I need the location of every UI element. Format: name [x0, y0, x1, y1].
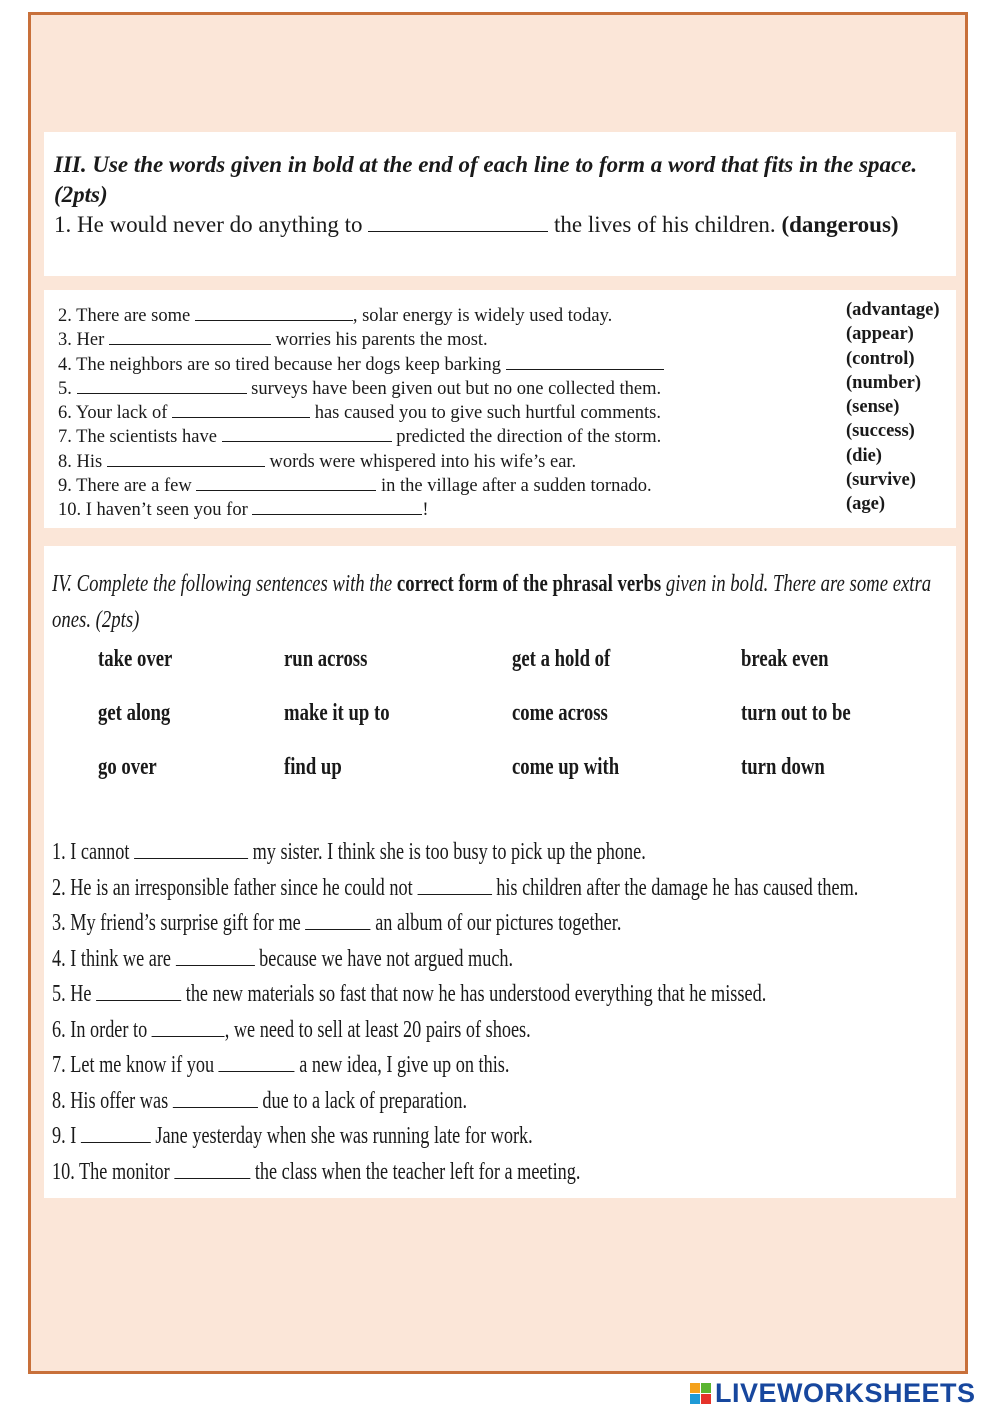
liveworksheets-logo [690, 1378, 976, 1408]
phrasal-verb: go over [98, 754, 157, 780]
phrasal-verb: break even [741, 646, 829, 672]
question-text: in the village after a sudden tornado. [380, 476, 652, 497]
word-hint: (dangerous) [781, 212, 899, 237]
logo-icon [690, 1383, 711, 1404]
answer-blank[interactable] [172, 403, 310, 418]
question-row [52, 1014, 736, 1050]
phrasal-verb: turn down [741, 754, 825, 780]
question-text: Jane yesterday when she was running late for work. [155, 1123, 533, 1149]
answer-blank[interactable] [81, 1124, 151, 1143]
section3-questions-panel [44, 290, 956, 528]
answer-blank[interactable] [195, 306, 353, 321]
phrasal-verb-bank [98, 646, 938, 808]
answer-blank[interactable] [109, 330, 271, 345]
question-row [52, 907, 736, 943]
question-text: words were whispered into his wife’s ear. [269, 451, 577, 472]
question-text: a new idea, I give up on this. [299, 1052, 510, 1078]
answer-blank[interactable] [252, 500, 422, 515]
title-part: given in bold. There are some extra ones. (2pts) [52, 571, 932, 633]
question-text: 6. Your lack of [58, 403, 168, 424]
question-text: 7. Let me know if you [52, 1052, 215, 1078]
answer-blank[interactable] [196, 476, 376, 491]
phrasal-verb: run across [284, 646, 368, 672]
question-text: predicted the direction of the storm. [396, 427, 662, 448]
phrasal-verb: get along [98, 700, 171, 726]
question-text: the new materials so fast that now he has understood everything that he missed. [185, 981, 767, 1007]
section3-question-list [58, 304, 838, 523]
answer-blank[interactable] [134, 840, 248, 859]
question-text: 4. I think we are [52, 945, 172, 972]
question-row [52, 1085, 736, 1121]
question-text: an album of our pictures together. [375, 910, 622, 936]
answer-blank[interactable] [176, 947, 255, 966]
phrasal-verb: find up [284, 754, 342, 780]
question-row [58, 474, 838, 498]
answer-blank[interactable] [417, 876, 491, 895]
word-hint: (appear) [846, 324, 914, 345]
answer-blank[interactable] [77, 379, 247, 394]
question-text: 1. I cannot [52, 839, 130, 865]
question-row [52, 836, 736, 872]
word-hint: (die) [846, 445, 882, 466]
title-part: correct form of the phrasal verbs [396, 571, 662, 597]
question-row [52, 1120, 736, 1156]
section4-panel [44, 546, 956, 1198]
question-row [58, 401, 838, 425]
verb-row [98, 700, 938, 754]
question-text: 8. His [58, 451, 103, 472]
question-row [52, 872, 859, 908]
question-text: 2. He is an irresponsible father since he could not [52, 874, 413, 901]
question-row [58, 498, 838, 522]
answer-blank[interactable] [219, 1053, 295, 1072]
answer-blank[interactable] [305, 911, 370, 930]
question-text: 3. My friend’s surprise gift for me [52, 910, 301, 936]
section3-question-1 [54, 210, 920, 240]
title-part: IV. Complete the following sentences with the [52, 571, 393, 597]
verb-row [98, 646, 938, 700]
question-text: 9. There are a few [58, 476, 192, 497]
section4-question-list [52, 836, 952, 1191]
question-text: worries his parents the most. [275, 330, 488, 351]
answer-blank[interactable] [96, 982, 181, 1001]
word-hint: (control) [846, 348, 915, 369]
question-row [52, 978, 767, 1014]
question-text: 5. He [52, 981, 92, 1007]
word-hint: (success) [846, 421, 915, 442]
question-text: , solar energy is widely used today. [352, 306, 613, 326]
question-text: 3. Her [58, 330, 105, 351]
phrasal-verb: get a hold of [512, 646, 611, 672]
question-text: the lives of his children. [554, 212, 776, 237]
question-text: has caused you to give such hurtful comments. [314, 403, 662, 424]
word-hint: (sense) [846, 397, 900, 418]
phrasal-verb: take over [98, 646, 173, 672]
question-text: ! [422, 500, 429, 521]
answer-blank[interactable] [152, 1018, 225, 1037]
question-row [52, 1049, 736, 1085]
section3-title: III. Use the words given in bold at the end of each line to form a word that fits in the space. (2pts) [54, 152, 918, 207]
question-row [58, 425, 838, 449]
question-text: 2. There are some [58, 306, 191, 326]
question-text: due to a lack of preparation. [262, 1087, 468, 1114]
question-text: the class when the teacher left for a meeting. [254, 1158, 581, 1185]
question-row [52, 943, 736, 979]
answer-blank[interactable] [368, 211, 548, 232]
phrasal-verb: come up with [512, 754, 620, 780]
question-row [52, 1156, 736, 1192]
phrasal-verb: make it up to [284, 700, 390, 726]
question-text: 1. He would never do anything to [54, 212, 363, 237]
question-text: 4. The neighbors are so tired because her dogs keep barking [58, 354, 501, 375]
question-text: 10. The monitor [52, 1158, 170, 1185]
answer-blank[interactable] [222, 427, 392, 442]
section3-word-list [846, 298, 956, 517]
question-row [58, 377, 838, 401]
question-row [58, 450, 838, 474]
logo-text: LIVEWORKSHEETS [715, 1377, 976, 1408]
answer-blank[interactable] [173, 1089, 258, 1108]
question-row [58, 353, 838, 377]
answer-blank[interactable] [506, 355, 664, 370]
question-text: 7. The scientists have [58, 427, 217, 448]
section4-title [52, 566, 949, 638]
section3-header-panel [44, 132, 956, 276]
question-text: 8. His offer was [52, 1087, 169, 1114]
question-text: 9. I [52, 1123, 77, 1149]
question-text: my sister. I think she is too busy to pick up the phone. [252, 839, 646, 865]
word-hint: (age) [846, 494, 886, 515]
question-text: , we need to sell at least 20 pairs of shoes. [224, 1016, 531, 1043]
question-text: 10. I haven’t seen you for [58, 500, 248, 521]
word-hint: (advantage) [846, 300, 940, 320]
question-row [58, 304, 838, 328]
verb-row [98, 754, 938, 808]
phrasal-verb: turn out to be [741, 700, 851, 726]
question-text: because we have not argued much. [259, 945, 514, 972]
word-hint: (survive) [846, 470, 916, 491]
question-text: 5. [58, 378, 72, 399]
question-text: his children after the damage he has caused them. [496, 874, 859, 901]
answer-blank[interactable] [107, 452, 265, 467]
question-row [58, 328, 838, 352]
answer-blank[interactable] [174, 1160, 250, 1179]
phrasal-verb: come across [512, 700, 608, 726]
word-hint: (number) [846, 372, 922, 393]
question-text: 6. In order to [52, 1016, 148, 1043]
question-text: surveys have been given out but no one collected them. [251, 378, 662, 399]
